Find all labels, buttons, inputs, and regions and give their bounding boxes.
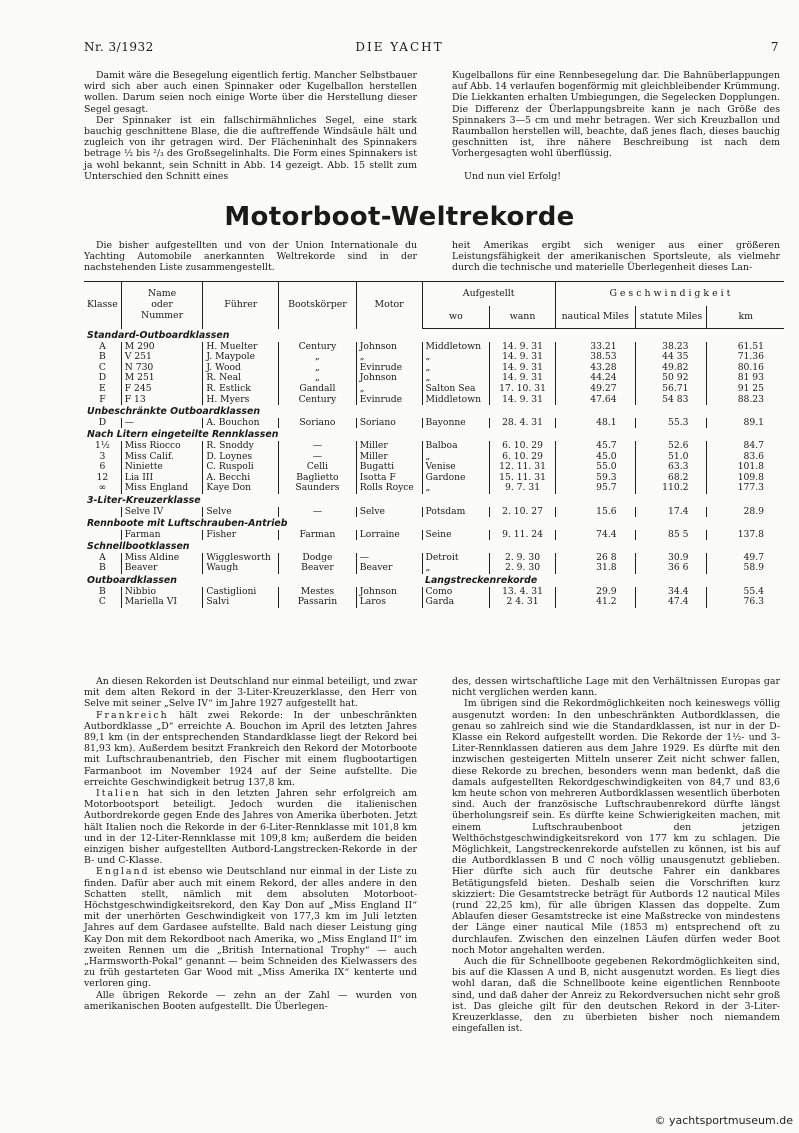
header-wann: wann <box>490 306 556 329</box>
table-row <box>84 563 784 574</box>
cell-statute: 55.3 <box>635 418 707 429</box>
top-left-paragraph: Der Spinnaker ist ein fallschirmähnliches Segel, eine stark bauchig geschnittene Blase, die die auftreffende Windsäule hält und zugleich von ihr getragen wird. Der Flächeninhalt des Spinnakers betrage ½ bis ²/₃ des Großsegelinhalts. Die Form eines Spinnakers ist ja wohl bekannt, sein Schnitt in Abb. 14 gezeigt. Abb. 15 stellt zum Unterschied den Schnitt eines <box>84 114 417 182</box>
watermark: © yachtsportmuseum.de <box>654 1114 793 1127</box>
cell-fuehrer: Waugh <box>203 563 279 574</box>
cell-motor: Bugatti <box>356 462 422 473</box>
bottom-right-paragraph: des, dessen wirtschaftliche Lage mit den Verhältnissen Europas gar nicht verglichen werden kann. <box>452 676 780 699</box>
table-row <box>84 384 784 395</box>
table-row <box>84 597 784 608</box>
cell-name: — <box>121 418 203 429</box>
records-table-body <box>84 329 784 608</box>
cell-fuehrer: Fisher <box>203 530 279 541</box>
table-row <box>84 395 784 406</box>
intro-left-text: Die bisher aufgestellten und von der Union Internationale du Yachting Automobile anerkannten Weltrekorde sind in der nachstehenden Liste zusammengestellt. <box>84 240 417 274</box>
cell-motor: Rolls Royce <box>356 483 422 494</box>
cell-wo: Balboa <box>422 441 490 452</box>
cell-name: F 245 <box>121 384 203 395</box>
cell-wann: 9. 11. 24 <box>490 530 556 541</box>
cell-klasse: B <box>99 563 106 574</box>
cell-name: N 730 <box>121 363 203 374</box>
cell-bootskoerper: Gandall <box>279 384 357 395</box>
cell-wo: „ <box>422 373 490 384</box>
paragraph-text: ist ebenso wie Deutschland nur einmal in der Liste zu finden. Dafür aber auch mit einem Rekord, der alles andere in den Schatten stellt, nämlich mit dem absoluten Motorboot-Höchstgeschwindigkeitsrekord, den Kay Don auf „Miss England II“ mit der unerhörten Geschwindigkeit von 177,3 km im Juli letzten Jahres auf dem Gardasee aufstellte. Bald nach dieser Leistung ging Kay Don mit dem Rekordboot nach Amerika, wo „Miss England II“ im zweiten Rennen um die „British International Trophy“ — auch „Harmsworth-Pokal“ genannt — beim Schneiden des Kielwassers des zu früh gestarteten Gar Wood mit „Miss Amerika IX“ kenterte und verloren ging. <box>84 866 417 990</box>
cell-wo: Venise <box>422 462 490 473</box>
cell-nautical: 59.3 <box>555 473 635 484</box>
header-geschwindigkeit: G e s c h w i n d i g k e i t <box>555 282 784 307</box>
cell-wann: 2. 9. 30 <box>490 553 556 564</box>
table-row <box>84 452 784 463</box>
table-row <box>84 441 784 452</box>
cell-name: M 251 <box>121 373 203 384</box>
cell-statute: 51.0 <box>635 452 707 463</box>
cell-km: 101.8 <box>707 462 784 473</box>
cell-statute: 85 5 <box>635 530 707 541</box>
cell-name: Miss England <box>121 483 203 494</box>
table-row <box>84 483 784 494</box>
cell-wann: 14. 9. 31 <box>490 395 556 406</box>
cell-name: Niniette <box>121 462 203 473</box>
cell-nautical: 47.64 <box>555 395 635 406</box>
header-name <box>121 282 203 329</box>
intro-right-text: heit Amerikas ergibt sich weniger aus einer größeren Leistungsfähigkeit der amerikanischen Sportsleute, als vielmehr durch die technische und materielle Überlegenheit dieses Lan- <box>452 240 780 274</box>
records-table <box>84 281 784 608</box>
cell-bootskoerper: Saunders <box>279 483 357 494</box>
cell-name: M 290 <box>121 342 203 353</box>
cell-statute: 34.4 <box>635 587 707 598</box>
section-title: Rennboote mit Luftschrauben-Antrieb <box>87 518 288 530</box>
cell-fuehrer: R. Neal <box>203 373 279 384</box>
paragraph-text: An diesen Rekorden ist Deutschland nur einmal beteiligt, und zwar mit dem alten Rekord in der 3-Liter-Kreuzerklasse, den Herr von Selve mit seiner „Selve IV“ im Jahre 1927 aufgestellt hat. <box>84 676 417 710</box>
cell-motor: Evinrude <box>356 363 422 374</box>
cell-fuehrer: A. Becchi <box>203 473 279 484</box>
cell-wo: „ <box>422 563 490 574</box>
cell-fuehrer: J. Maypole <box>203 352 279 363</box>
cell-wann: 6. 10. 29 <box>490 452 556 463</box>
cell-motor: Johnson <box>356 587 422 598</box>
cell-wann: 17. 10. 31 <box>490 384 556 395</box>
cell-motor: Isotta F <box>356 473 422 484</box>
cell-statute: 38.23 <box>635 342 707 353</box>
cell-fuehrer: Selve <box>203 507 279 518</box>
section-title: Nach Litern eingeteilte Rennklassen <box>87 429 279 441</box>
bottom-right-column <box>452 676 780 1035</box>
cell-fuehrer: A. Bouchon <box>203 418 279 429</box>
magazine-title: DIE YACHT <box>355 40 444 54</box>
cell-nautical: 33.21 <box>555 342 635 353</box>
cell-nautical: 29.9 <box>555 587 635 598</box>
section-title: 3-Liter-Kreuzerklasse <box>87 494 201 506</box>
cell-fuehrer: D. Loynes <box>203 452 279 463</box>
cell-wann: 14. 9. 31 <box>490 342 556 353</box>
cell-statute: 47.4 <box>635 597 707 608</box>
cell-klasse: B <box>99 352 106 363</box>
cell-statute: 110.2 <box>635 483 707 494</box>
cell-klasse <box>84 507 121 518</box>
cell-wann: 15. 11. 31 <box>490 473 556 484</box>
table-row <box>84 587 784 598</box>
section-row <box>84 517 784 530</box>
cell-nautical: 49.27 <box>555 384 635 395</box>
cell-bootskoerper: — <box>279 441 357 452</box>
cell-klasse: C <box>98 597 106 608</box>
cell-fuehrer: H. Myers <box>203 395 279 406</box>
issue-number: Nr. 3/1932 <box>84 40 154 54</box>
cell-wann: 2. 10. 27 <box>490 507 556 518</box>
table-row <box>84 342 784 353</box>
top-right-paragraph: Kugelballons für eine Rennbesegelung dar. Die Bahnüberlappungen auf Abb. 14 verlaufen bogenförmig mit gleichbleibender Krümmung. Die Liekkanten erhalten Umbiegungen, die Segelecken Dopplungen. Die Differenz der Überlappungsbreite kann je nach Größe des Spinnakers 3—5 cm und mehr betragen. Wer sich Kreuzballon und Raumballon herstellen will, beachte, daß jenes flach, dieses bauchig geschnitten ist, ihre nähere Beschreibung ist nach dem Vorhergesagten wohl überflüssig. <box>452 70 780 160</box>
cell-nautical: 43.28 <box>555 363 635 374</box>
cell-nautical: 38.53 <box>555 352 635 363</box>
cell-km: 71.36 <box>707 352 784 363</box>
cell-statute: 17.4 <box>635 507 707 518</box>
cell-km: 91 25 <box>707 384 784 395</box>
cell-name: Miss Aldine <box>121 553 203 564</box>
table-row <box>84 462 784 473</box>
cell-km: 88.23 <box>707 395 784 406</box>
table-row <box>84 418 784 429</box>
page-number: 7 <box>770 40 779 54</box>
section-title: Outboardklassen <box>87 575 177 587</box>
cell-wann: 28. 4. 31 <box>490 418 556 429</box>
table-row <box>84 363 784 374</box>
cell-bootskoerper: „ <box>279 373 357 384</box>
header-motor: Motor <box>356 282 422 329</box>
cell-statute: 50 92 <box>635 373 707 384</box>
section-title: Standard-Outboardklassen <box>87 330 230 341</box>
paragraph-text: hält zwei Rekorde: In der unbeschränkten Autbordklasse „D“ erreichte A. Bouchon im April des letzten Jahres 89,1 km (in der entsprechenden Standardklasse liegt der Rekord bei 81,93 km). Außerdem besitzt Frankreich den Rekord der Motorboote mit Luftschraubenantrieb, den Fischer mit einem flugbootartigen Farmanboot im November 1924 auf der Seine aufstellte. Die erreichte Geschwindigkeit betrug 137,8 km. <box>84 709 417 788</box>
cell-motor: Miller <box>356 441 422 452</box>
cell-km: 28.9 <box>707 507 784 518</box>
cell-km: 55.4 <box>707 587 784 598</box>
header-bootskoerper: Bootskörper <box>279 282 357 329</box>
cell-motor: Lorraine <box>356 530 422 541</box>
bottom-left-paragraph <box>84 788 417 866</box>
cell-nautical: 55.0 <box>555 462 635 473</box>
cell-name: Farman <box>121 530 203 541</box>
paragraph-text: hat sich in den letzten Jahren sehr erfolgreich am Motorbootsport beteiligt. Jedoch wurden die italienischen Autbordrekorde gegen Ende des Jahres von Amerika überboten. Jetzt hält Italien noch die Rekorde in der 6-Liter-Rennklasse mit 101,8 km und in der 12-Liter-Rennklasse mit 109,8 km; außerdem die beiden einzigen bisher aufgestellten Autbord-Langstrecken-Rekorde in der B- und C-Klasse. <box>84 788 417 867</box>
paragraph-text: Alle übrigen Rekorde — zehn an der Zahl — wurden von amerikanischen Booten aufgestellt. Die Überlegen- <box>84 989 417 1012</box>
cell-wann: 12. 11. 31 <box>490 462 556 473</box>
cell-statute: 30.9 <box>635 553 707 564</box>
cell-klasse: B <box>99 586 106 597</box>
paragraph-lead: Italien <box>96 788 141 800</box>
cell-statute: 36 6 <box>635 563 707 574</box>
cell-motor: Beaver <box>356 563 422 574</box>
header-klasse: Klasse <box>84 282 121 329</box>
cell-wo: Garda <box>422 597 490 608</box>
cell-klasse: D <box>98 373 107 384</box>
cell-nautical: 95.7 <box>555 483 635 494</box>
cell-wann: 9. 7. 31 <box>490 483 556 494</box>
section-title: Schnellbootklassen <box>87 541 190 553</box>
cell-bootskoerper: Mestes <box>279 587 357 598</box>
cell-klasse <box>84 530 121 541</box>
cell-klasse: A <box>99 341 106 352</box>
cell-fuehrer: H. Muelter <box>203 342 279 353</box>
cell-wo: „ <box>422 363 490 374</box>
cell-klasse: 1½ <box>95 440 110 451</box>
cell-name: Selve IV <box>121 507 203 518</box>
section-row <box>84 329 784 342</box>
cell-nautical: 15.6 <box>555 507 635 518</box>
cell-motor: — <box>356 553 422 564</box>
cell-name: Mariella VI <box>121 597 203 608</box>
top-right-column <box>452 70 780 182</box>
intro-right <box>452 240 780 274</box>
cell-km: 58.9 <box>707 563 784 574</box>
cell-km: 89.1 <box>707 418 784 429</box>
cell-fuehrer: Castiglioni <box>203 587 279 598</box>
section-row <box>84 540 784 553</box>
cell-motor: Johnson <box>356 373 422 384</box>
cell-bootskoerper: Century <box>279 395 357 406</box>
cell-klasse: 12 <box>96 472 109 483</box>
cell-klasse: ∞ <box>98 483 107 494</box>
cell-motor: Miller <box>356 452 422 463</box>
section-row <box>84 574 784 587</box>
cell-wo: „ <box>422 483 490 494</box>
cell-bootskoerper: — <box>279 452 357 463</box>
cell-fuehrer: Kaye Don <box>203 483 279 494</box>
section-row <box>84 428 784 441</box>
cell-statute: 52.6 <box>635 441 707 452</box>
cell-motor: „ <box>356 352 422 363</box>
cell-motor: „ <box>356 384 422 395</box>
cell-statute: 44 35 <box>635 352 707 363</box>
bottom-left-paragraph <box>84 676 417 710</box>
table-row <box>84 507 784 518</box>
cell-km: 81 93 <box>707 373 784 384</box>
cell-fuehrer: R. Estlick <box>203 384 279 395</box>
header-nautical: nautical Miles <box>555 306 635 329</box>
cell-km: 83.6 <box>707 452 784 463</box>
cell-wann: 13. 4. 31 <box>490 587 556 598</box>
cell-nautical: 26 8 <box>555 553 635 564</box>
cell-nautical: 74.4 <box>555 530 635 541</box>
bottom-right-paragraph: Auch die für Schnellboote gegebenen Rekordmöglichkeiten sind, bis auf die Klassen A und B, nicht ausgenutzt worden. Es liegt dies wohl daran, daß die Schnellboote keine eigentlichen Rennboote sind, und daß daher der Anreiz zu Rekordversuchen nicht sehr groß ist. Das gleiche gilt für den deutschen Rekord in der 3-Liter-Kreuzerklasse, den zu überbieten bisher noch niemandem eingefallen ist. <box>452 956 780 1035</box>
cell-name: Nibbio <box>121 587 203 598</box>
table-row <box>84 530 784 541</box>
cell-fuehrer: Wigglesworth <box>203 553 279 564</box>
cell-klasse: A <box>99 552 106 563</box>
cell-bootskoerper: — <box>279 507 357 518</box>
cell-km: 80.16 <box>707 363 784 374</box>
cell-wann: 14. 9. 31 <box>490 363 556 374</box>
section-title: Unbeschränkte Outboardklassen <box>87 406 261 418</box>
section-title-secondary: Langstreckenrekorde <box>425 575 538 587</box>
header-aufgestellt: Aufgestellt <box>422 282 555 307</box>
cell-fuehrer: Salvi <box>203 597 279 608</box>
cell-km: 61.51 <box>707 342 784 353</box>
bottom-left-paragraph <box>84 990 417 1012</box>
cell-statute: 49.82 <box>635 363 707 374</box>
cell-name: Miss Calif. <box>121 452 203 463</box>
header-name-3: Nummer <box>141 309 184 321</box>
cell-fuehrer: C. Ruspoli <box>203 462 279 473</box>
cell-klasse: C <box>98 362 106 373</box>
cell-wo: Seine <box>422 530 490 541</box>
cell-statute: 68.2 <box>635 473 707 484</box>
cell-wo: Bayonne <box>422 418 490 429</box>
header-statute: statute Miles <box>635 306 707 329</box>
cell-motor: Johnson <box>356 342 422 353</box>
cell-wo: Middletown <box>422 342 490 353</box>
cell-km: 177.3 <box>707 483 784 494</box>
cell-klasse: 6 <box>99 462 106 473</box>
cell-nautical: 45.0 <box>555 452 635 463</box>
cell-wann: 14. 9. 31 <box>490 352 556 363</box>
cell-wo: Potsdam <box>422 507 490 518</box>
cell-name: V 251 <box>121 352 203 363</box>
bottom-left-column <box>84 676 417 1012</box>
cell-klasse: 3 <box>99 451 106 462</box>
cell-motor: Soriano <box>356 418 422 429</box>
cell-km: 49.7 <box>707 553 784 564</box>
cell-statute: 63.3 <box>635 462 707 473</box>
section-row <box>84 405 784 418</box>
bottom-left-paragraph <box>84 866 417 989</box>
cell-wo: Middletown <box>422 395 490 406</box>
header-km: km <box>707 306 784 329</box>
cell-bootskoerper: Farman <box>279 530 357 541</box>
cell-wann: 6. 10. 29 <box>490 441 556 452</box>
top-left-paragraph: Damit wäre die Besegelung eigentlich fertig. Mancher Selbstbauer wird sich aber auch einen Spinnaker oder Kugelballon herstellen wollen. Darum seien noch einige Worte über die Herstellung dieser Segel gesagt. <box>84 70 417 115</box>
cell-wo: Gardone <box>422 473 490 484</box>
table-row <box>84 373 784 384</box>
intro-left <box>84 240 417 274</box>
cell-km: 137.8 <box>707 530 784 541</box>
cell-bootskoerper: Beaver <box>279 563 357 574</box>
paragraph-lead: Frankreich <box>96 709 169 721</box>
cell-km: 84.7 <box>707 441 784 452</box>
article-title: Motorboot-Weltrekorde <box>224 202 575 232</box>
cell-bootskoerper: Passarin <box>279 597 357 608</box>
cell-name: Lia III <box>121 473 203 484</box>
cell-bootskoerper: Baglietto <box>279 473 357 484</box>
cell-nautical: 31.8 <box>555 563 635 574</box>
cell-nautical: 41.2 <box>555 597 635 608</box>
cell-statute: 54 83 <box>635 395 707 406</box>
top-right-paragraph: Und nun viel Erfolg! <box>464 170 562 182</box>
cell-wann: 2 4. 31 <box>490 597 556 608</box>
cell-name: F 13 <box>121 395 203 406</box>
cell-bootskoerper: „ <box>279 363 357 374</box>
cell-bootskoerper: Dodge <box>279 553 357 564</box>
cell-wo: „ <box>422 352 490 363</box>
cell-motor: Evinrude <box>356 395 422 406</box>
cell-wann: 14. 9. 31 <box>490 373 556 384</box>
cell-name: Beaver <box>121 563 203 574</box>
bottom-right-paragraph: Im übrigen sind die Rekordmöglichkeiten noch keineswegs völlig ausgenutzt worden: In den unbeschränkten Autbordklassen, die genau so zahlreich sind wie die Standardklassen, ist nur in der D-Klasse ein Rekord aufgestellt worden. Die Rekorde der 1½- und 3-Liter-Rennklassen datieren aus dem Jahre 1929. Es dürfte mit den inzwischen gesteigerten Mitteln unserer Zeit nicht schwer fallen, diese Rekorde zu brechen, besonders wenn man bedenkt, daß die damals aufgestellten Rekordgeschwindigkeiten von 84,7 und 83,6 km heute schon von mehreren Autbordklassen wesentlich überboten sind. Auch der französische Luftschraubenrekord dürfte längst überholungsreif sein. Es dürfte keine Schwierigkeiten machen, mit einem Luftschraubenboot den jetzigen Welthöchstgeschwindigkeitsrekord von 177 km zu schlagen. Die Möglichkeit, Langstreckenrekorde aufstellen zu können, ist bis auf die Autbordklassen B und C noch völlig unausgenutzt geblieben. Hier dürfte sich auch für deutsche Fahrer ein dankbares Betätigungsfeld bieten. Deshalb seien die Vorschriften kurz skizziert: Die Gesamtstrecke beträgt für Autbords 12 nautical Miles (rund 22,25 km), für alle übrigen Klassen das doppelte. Zum Ablaufen dieser Gesamtstrecke ist eine Maßstrecke von mindestens der Länge einer nautical Mile (1853 m) entsprechend oft zu durchlaufen. Zwischen den einzelnen Läufen dürfen weder Boot noch Motor angehalten werden. <box>452 698 780 956</box>
bottom-left-paragraph <box>84 710 417 788</box>
cell-fuehrer: J. Wood <box>203 363 279 374</box>
cell-klasse: F <box>99 394 106 405</box>
cell-bootskoerper: Century <box>279 342 357 353</box>
cell-nautical: 45.7 <box>555 441 635 452</box>
cell-wo: „ <box>422 452 490 463</box>
section-row <box>84 494 784 507</box>
cell-wo: Como <box>422 587 490 598</box>
cell-name: Miss Riocco <box>121 441 203 452</box>
header-wo: wo <box>422 306 490 329</box>
cell-wann: 2. 9. 30 <box>490 563 556 574</box>
top-left-column <box>84 70 417 182</box>
cell-wo: Detroit <box>422 553 490 564</box>
cell-bootskoerper: „ <box>279 352 357 363</box>
paragraph-lead: England <box>96 866 150 878</box>
cell-klasse: D <box>98 417 107 428</box>
cell-nautical: 48.1 <box>555 418 635 429</box>
cell-fuehrer: R. Snoddy <box>203 441 279 452</box>
header-name-2: oder <box>151 298 173 310</box>
table-row <box>84 352 784 363</box>
cell-km: 76.3 <box>707 597 784 608</box>
cell-bootskoerper: Celli <box>279 462 357 473</box>
header-name-1: Name <box>147 288 177 300</box>
cell-motor: Laros <box>356 597 422 608</box>
cell-motor: Selve <box>356 507 422 518</box>
cell-statute: 56.71 <box>635 384 707 395</box>
table-row <box>84 553 784 564</box>
cell-klasse: E <box>99 383 106 394</box>
header-fuehrer: Führer <box>203 282 279 329</box>
cell-km: 109.8 <box>707 473 784 484</box>
table-row <box>84 473 784 484</box>
cell-nautical: 44.24 <box>555 373 635 384</box>
cell-bootskoerper: Soriano <box>279 418 357 429</box>
cell-wo: Salton Sea <box>422 384 490 395</box>
